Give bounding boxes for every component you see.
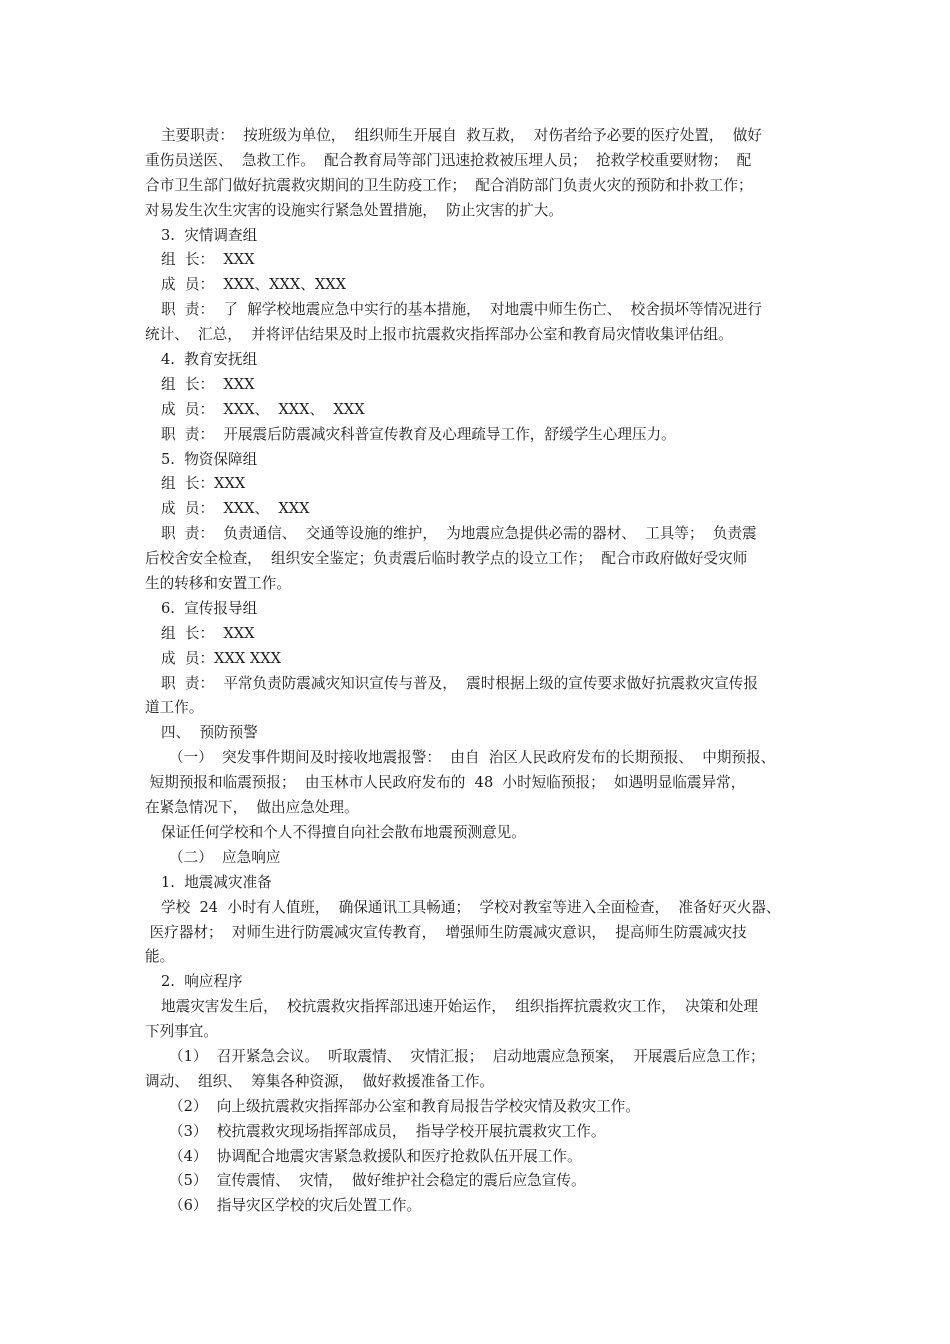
text-line: 对易发生次生灾害的设施实行紧急处置措施， 防止灾害的扩大。 [145, 201, 563, 219]
text-line: 在紧急情况下， 做出应急处理。 [145, 799, 359, 817]
text-line: 2. 响应程序 [161, 973, 243, 991]
text-line: 学校 24 小时有人值班， 确保通讯工具畅通； 学校对教室等进入全面检查， 准备好灭火器、 [161, 898, 781, 916]
text-line: 下列事宜。 [145, 1023, 218, 1041]
text-line: 成 员： XXX、XXX、XXX [161, 276, 347, 294]
text-line: 生的转移和安置工作。 [145, 575, 291, 593]
text-line: （5） 宣传震情、 灾情， 做好维护社会稳定的震后应急宣传。 [169, 1172, 586, 1190]
text-line: 职 责： 开展震后防震减灾科普宣传教育及心理疏导工作，舒缓学生心理压力。 [161, 425, 676, 443]
text-line: 合市卫生部门做好抗震救灾期间的卫生防疫工作； 配合消防部门负责火灾的预防和扑救工作； [145, 176, 753, 194]
text-line: （6） 指导灾区学校的灾后处置工作。 [169, 1197, 422, 1215]
text-line: （2） 向上级抗震救灾指挥部办公室和教育局报告学校灾情及救灾工作。 [169, 1097, 640, 1115]
text-line: 统计、 汇总， 并将评估结果及时上报市抗震救灾指挥部办公室和教育局灾情收集评估组。 [145, 326, 733, 344]
text-line: 1. 地震减灾准备 [161, 873, 272, 891]
text-line: 后校舍安全检查， 组织安全鉴定；负责震后临时教学点的设立工作； 配合市政府做好受灾师 [145, 550, 748, 568]
text-line: 道工作。 [145, 699, 204, 717]
text-line: 调动、 组织、 筹集各种资源， 做好救援准备工作。 [145, 1072, 494, 1090]
text-line: 成 员： XXX、 XXX、 XXX [161, 400, 365, 418]
text-line: （1） 召开紧急会议。 听取震情、 灾情汇报； 启动地震应急预案， 开展震后应急工作； [169, 1047, 765, 1065]
text-line: 医疗器材； 对师生进行防震减灾宣传教育， 增强师生防震减灾意识， 提高师生防震减灾技 [145, 923, 747, 941]
text-line: 组 长： XXX [161, 375, 255, 393]
text-line: 组 长：XXX [161, 475, 246, 493]
text-line: 短期预报和临震预报； 由玉林市人民政府发布的 48 小时短临预报； 如遇明显临震异常， [145, 774, 746, 792]
text-line: 职 责： 了 解学校地震应急中实行的基本措施， 对地震中师生伤亡、 校舍损坏等情况进行 [161, 301, 762, 319]
text-line: （4） 协调配合地震灾害紧急救援队和医疗抢救队伍开展工作。 [169, 1147, 582, 1165]
text-line: 成 员：XXX XXX [161, 649, 282, 667]
text-line: 6. 宣传报导组 [161, 599, 258, 617]
document-page [145, 124, 825, 1219]
text-line: 4. 教育安抚组 [161, 351, 258, 369]
text-line: 组 长： XXX [161, 624, 255, 642]
text-line: 能。 [145, 948, 175, 966]
text-line: 保证任何学校和个人不得擅自向社会散布地震预测意见。 [161, 823, 526, 841]
text-line: 5. 物资保障组 [161, 450, 258, 468]
text-line: 3. 灾情调查组 [161, 226, 258, 244]
text-line: 职 责： 平常负责防震减灾知识宣传与普及， 震时根据上级的宣传要求做好抗震救灾宣传报 [161, 674, 758, 692]
text-line: 重伤员送医、 急救工作。 配合教育局等部门迅速抢救被压埋人员； 抢救学校重要财物； 配 [145, 151, 752, 169]
text-line: 成 员： XXX、 XXX [161, 500, 310, 518]
text-line: 职 责： 负责通信、 交通等设施的维护， 为地震应急提供必需的器材、 工具等； 负责震 [161, 525, 757, 543]
text-line: （一） 突发事件期间及时接收地震报警： 由自 治区人民政府发布的长期预报、 中期预报、 [169, 749, 776, 767]
text-line: （二） 应急响应 [169, 848, 281, 866]
text-line: 主要职责： 按班级为单位， 组织师生开展自 救互救， 对伤者给予必要的医疗处置， 做好 [161, 127, 762, 144]
text-line: （3） 校抗震救灾现场指挥部成员， 指导学校开展抗震救灾工作。 [169, 1122, 606, 1140]
text-line: 地震灾害发生后， 校抗震救灾指挥部迅速开始运作， 组织指挥抗震救灾工作， 决策和处理 [161, 998, 758, 1016]
text-line: 组 长： XXX [161, 251, 255, 269]
text-line: 四、 预防预警 [161, 724, 258, 742]
